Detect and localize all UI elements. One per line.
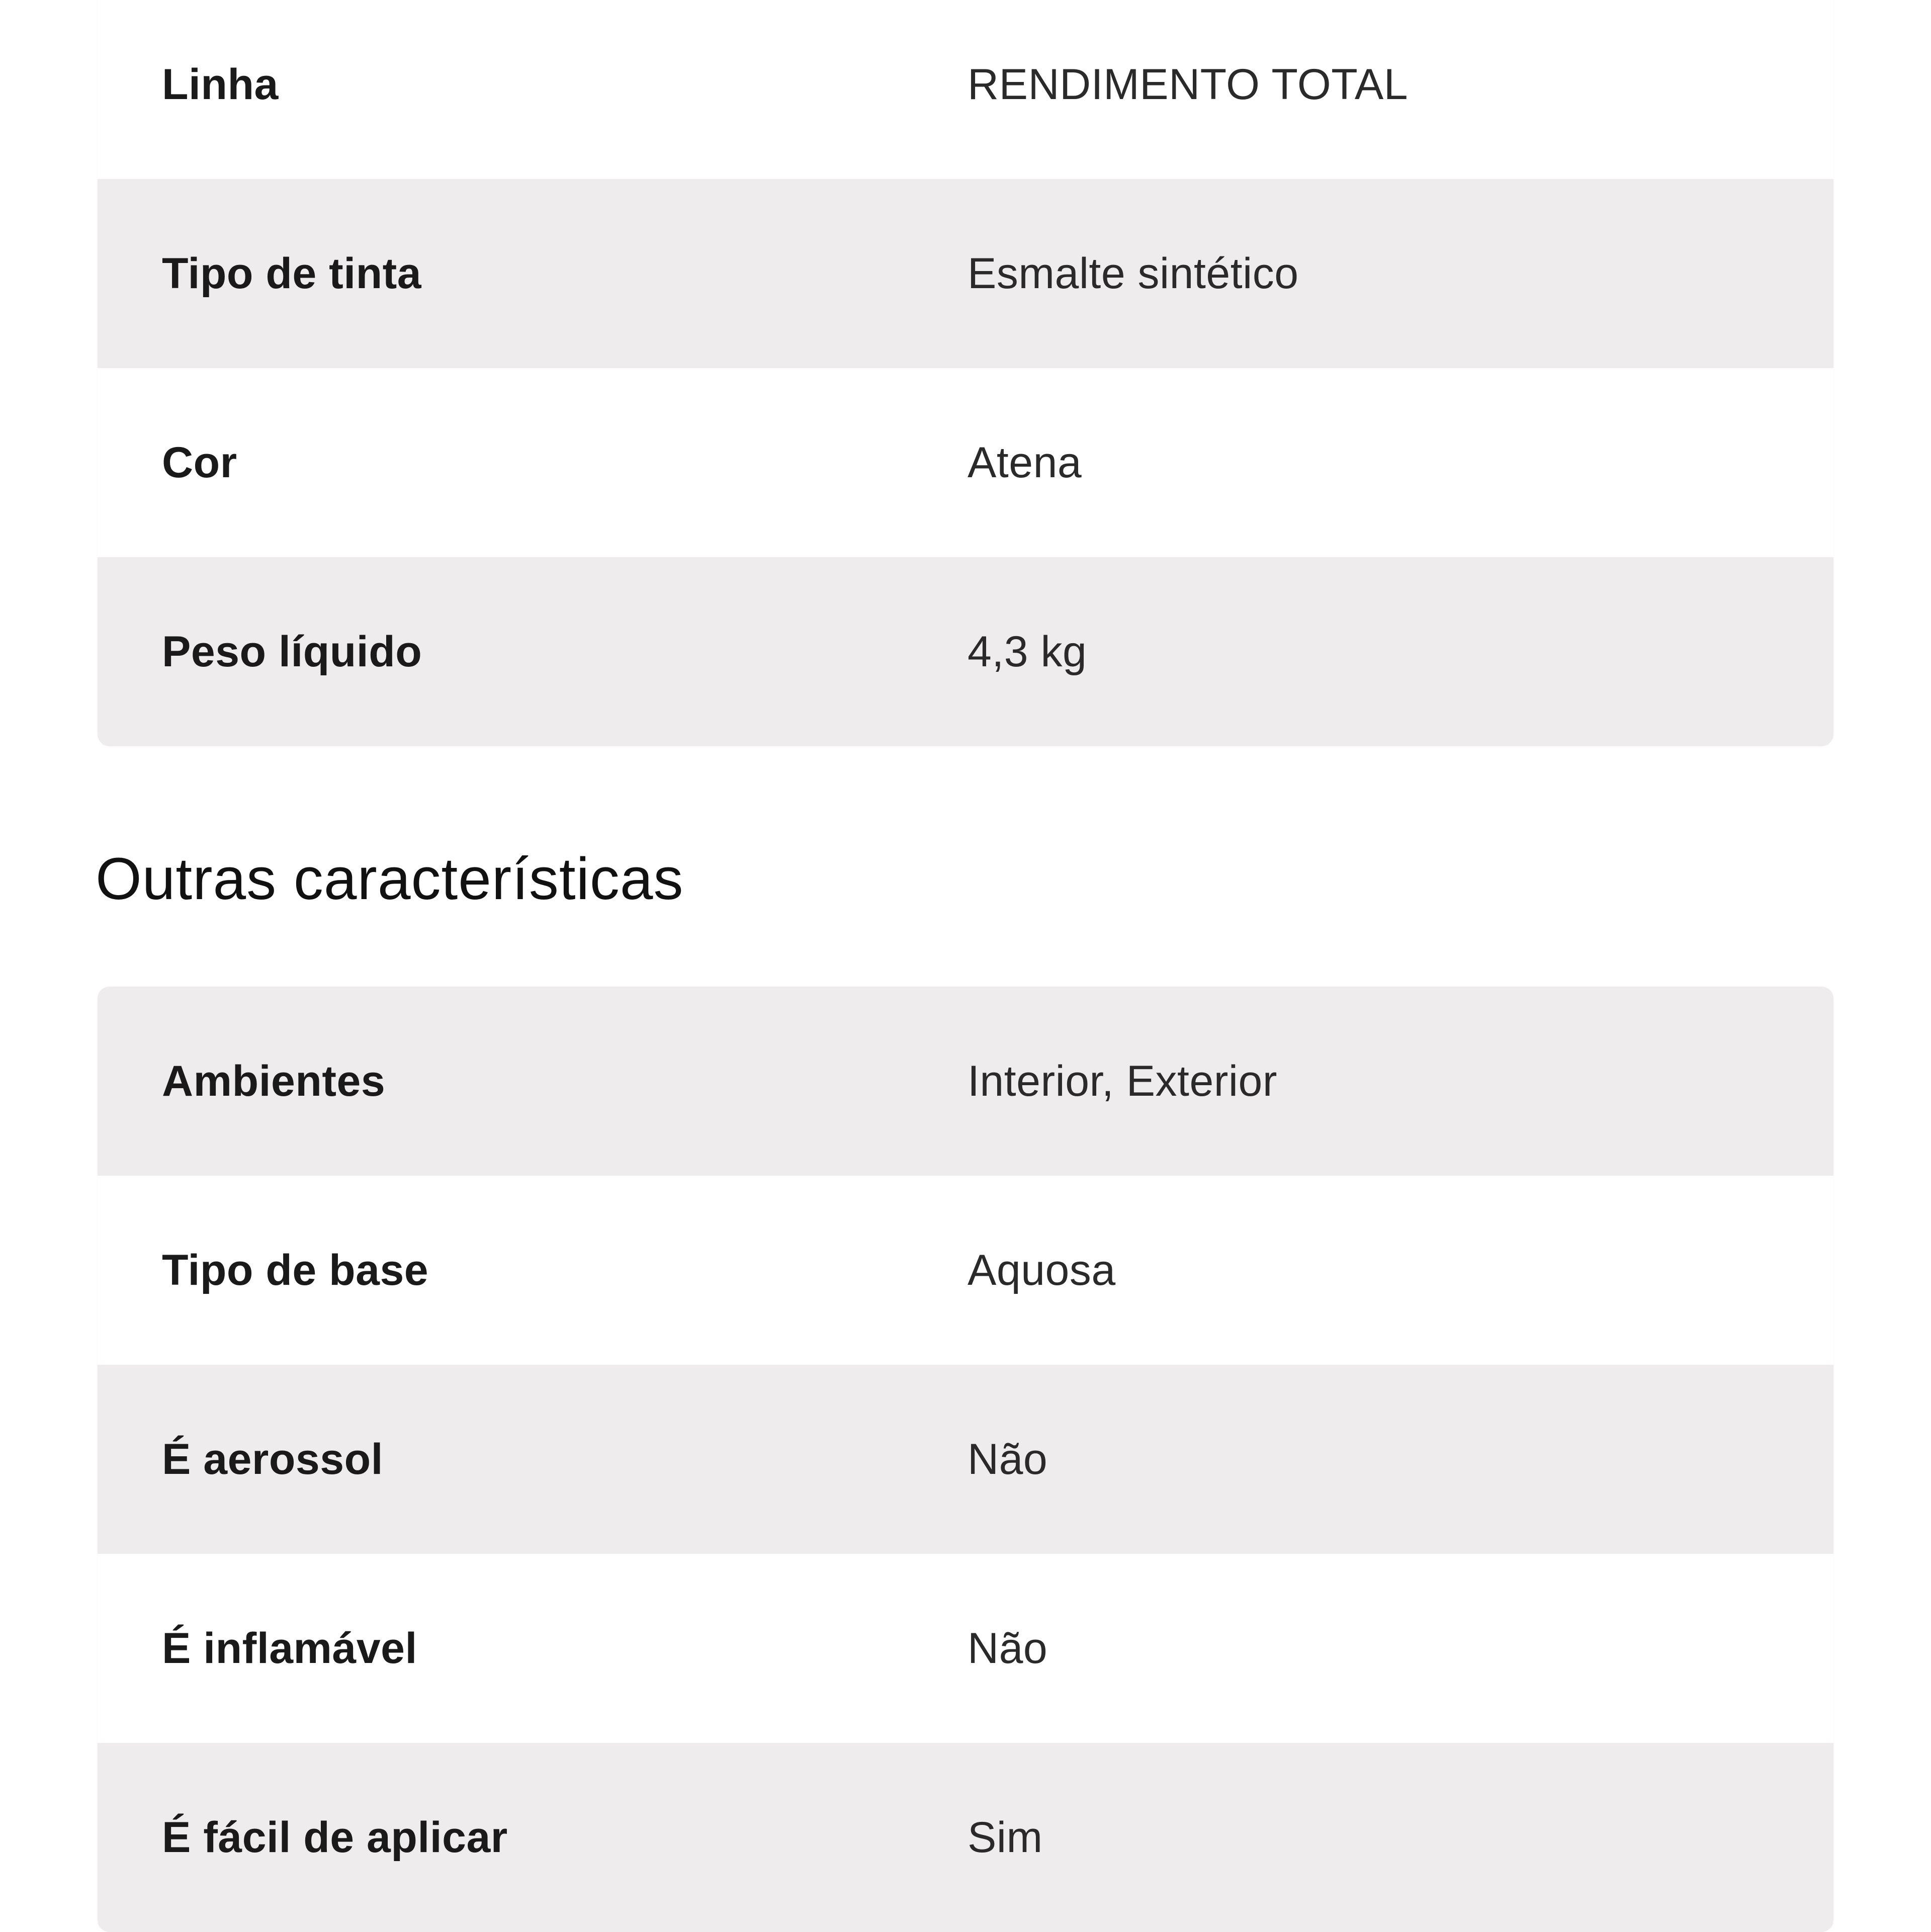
spec-row-ambientes [98, 987, 1833, 1176]
spec-value: RENDIMENTO TOTAL [968, 60, 1409, 109]
spec-label: Ambientes [162, 1057, 386, 1105]
spec-label: Linha [162, 60, 279, 109]
spec-row-e-aerossol [98, 1365, 1833, 1554]
spec-row-e-inflamavel [98, 1554, 1833, 1743]
spec-row-linha [98, 0, 1833, 179]
main-specs-table [98, 0, 1833, 746]
spec-value: Aquosa [968, 1246, 1116, 1294]
spec-label: Peso líquido [162, 627, 422, 676]
spec-row-e-facil-de-aplicar [98, 1743, 1833, 1932]
spec-row-tipo-de-base [98, 1176, 1833, 1365]
spec-value: Esmalte sintético [968, 249, 1299, 298]
spec-value: 4,3 kg [968, 627, 1087, 676]
spec-value: Não [968, 1435, 1048, 1483]
other-specs-table [98, 987, 1833, 1932]
spec-value: Atena [968, 438, 1082, 487]
spec-value: Não [968, 1624, 1048, 1673]
spec-row-peso-liquido [98, 557, 1833, 746]
spec-label: É inflamável [162, 1624, 417, 1673]
spec-label: É aerossol [162, 1435, 383, 1483]
spec-label: Tipo de tinta [162, 249, 422, 298]
spec-label: Cor [162, 438, 237, 487]
spec-value: Sim [968, 1813, 1043, 1862]
spec-value: Interior, Exterior [968, 1057, 1277, 1105]
spec-label: É fácil de aplicar [162, 1813, 508, 1862]
spec-label: Tipo de base [162, 1246, 429, 1294]
spec-row-tipo-de-tinta [98, 179, 1833, 368]
section-title: Outras características [96, 846, 684, 912]
spec-row-cor [98, 368, 1833, 557]
